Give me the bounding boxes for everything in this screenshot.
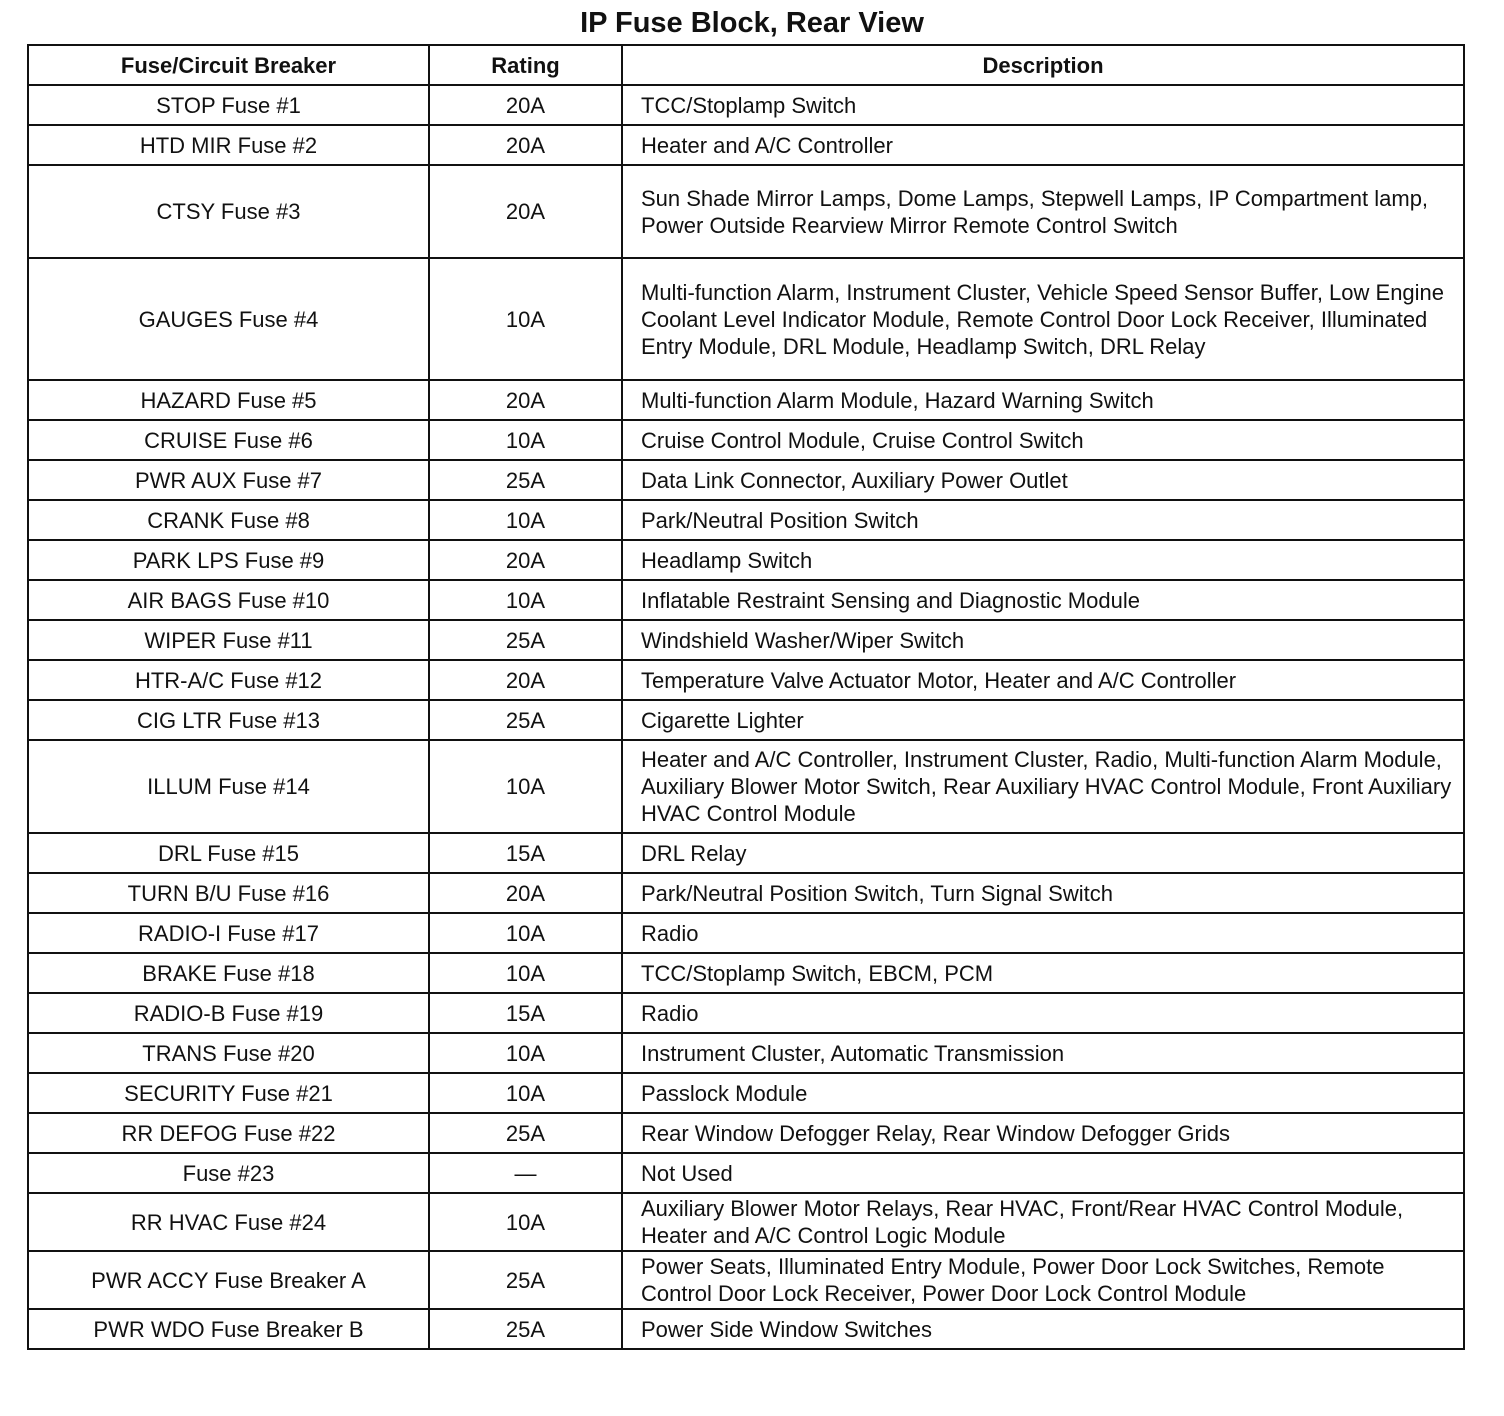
table-row	[28, 740, 1464, 833]
table-row	[28, 580, 1464, 620]
table-row	[28, 540, 1464, 580]
rating-cell: 10A	[429, 740, 622, 833]
fuse-cell: STOP Fuse #1	[28, 85, 429, 125]
fuse-cell: DRL Fuse #15	[28, 833, 429, 873]
rating-cell: —	[429, 1153, 622, 1193]
fuse-cell: RADIO-B Fuse #19	[28, 993, 429, 1033]
table-row	[28, 1113, 1464, 1153]
table-row	[28, 913, 1464, 953]
fuse-cell: AIR BAGS Fuse #10	[28, 580, 429, 620]
table-row	[28, 873, 1464, 913]
table-row	[28, 1193, 1464, 1251]
fuse-cell: CRUISE Fuse #6	[28, 420, 429, 460]
description-cell: Park/Neutral Position Switch	[622, 500, 1464, 540]
description-cell: TCC/Stoplamp Switch	[622, 85, 1464, 125]
description-cell: TCC/Stoplamp Switch, EBCM, PCM	[622, 953, 1464, 993]
rating-cell: 10A	[429, 913, 622, 953]
rating-cell: 25A	[429, 700, 622, 740]
table-row	[28, 1251, 1464, 1309]
table-header-row	[28, 45, 1464, 85]
rating-cell: 10A	[429, 500, 622, 540]
description-cell: Multi-function Alarm, Instrument Cluster, Vehicle Speed Sensor Buffer, Low Engine Coolant Level Indicator Module, Remote Control Door Lock Receiver, Illuminated Entry Module, DRL Module, Headlamp Switch, DRL Relay	[622, 258, 1464, 380]
fuse-cell: PWR ACCY Fuse Breaker A	[28, 1251, 429, 1309]
table-row	[28, 85, 1464, 125]
fuse-cell: HTD MIR Fuse #2	[28, 125, 429, 165]
table-row	[28, 1153, 1464, 1193]
fuse-cell: GAUGES Fuse #4	[28, 258, 429, 380]
fuse-cell: RR HVAC Fuse #24	[28, 1193, 429, 1251]
description-cell: Radio	[622, 913, 1464, 953]
fuse-cell: CRANK Fuse #8	[28, 500, 429, 540]
rating-cell: 20A	[429, 165, 622, 258]
fuse-cell: PARK LPS Fuse #9	[28, 540, 429, 580]
table-row	[28, 1033, 1464, 1073]
fuse-cell: TRANS Fuse #20	[28, 1033, 429, 1073]
description-cell: Rear Window Defogger Relay, Rear Window Defogger Grids	[622, 1113, 1464, 1153]
rating-cell: 10A	[429, 258, 622, 380]
rating-cell: 10A	[429, 580, 622, 620]
rating-cell: 20A	[429, 873, 622, 913]
fuse-cell: RADIO-I Fuse #17	[28, 913, 429, 953]
rating-cell: 25A	[429, 1113, 622, 1153]
fuse-cell: CIG LTR Fuse #13	[28, 700, 429, 740]
description-cell: Temperature Valve Actuator Motor, Heater and A/C Controller	[622, 660, 1464, 700]
description-cell: Heater and A/C Controller, Instrument Cluster, Radio, Multi-function Alarm Module, Auxiliary Blower Motor Switch, Rear Auxiliary HVAC Control Module, Front Auxiliary HVAC Control Module	[622, 740, 1464, 833]
table-row	[28, 380, 1464, 420]
description-cell: Heater and A/C Controller	[622, 125, 1464, 165]
description-cell: Instrument Cluster, Automatic Transmission	[622, 1033, 1464, 1073]
fuse-cell: ILLUM Fuse #14	[28, 740, 429, 833]
rating-cell: 20A	[429, 85, 622, 125]
description-cell: Cigarette Lighter	[622, 700, 1464, 740]
fuse-table	[27, 44, 1465, 1350]
rating-cell: 15A	[429, 833, 622, 873]
rating-cell: 20A	[429, 540, 622, 580]
table-row	[28, 833, 1464, 873]
description-cell: Cruise Control Module, Cruise Control Switch	[622, 420, 1464, 460]
table-row	[28, 165, 1464, 258]
description-cell: Power Side Window Switches	[622, 1309, 1464, 1349]
table-row	[28, 420, 1464, 460]
header-fuse: Fuse/Circuit Breaker	[28, 45, 429, 85]
description-cell: Radio	[622, 993, 1464, 1033]
rating-cell: 10A	[429, 1073, 622, 1113]
rating-cell: 25A	[429, 620, 622, 660]
description-cell: Inflatable Restraint Sensing and Diagnostic Module	[622, 580, 1464, 620]
description-cell: Headlamp Switch	[622, 540, 1464, 580]
fuse-cell: HTR-A/C Fuse #12	[28, 660, 429, 700]
description-cell: Not Used	[622, 1153, 1464, 1193]
description-cell: Power Seats, Illuminated Entry Module, Power Door Lock Switches, Remote Control Door Lock Receiver, Power Door Lock Control Module	[622, 1251, 1464, 1309]
description-cell: Park/Neutral Position Switch, Turn Signal Switch	[622, 873, 1464, 913]
rating-cell: 20A	[429, 125, 622, 165]
description-cell: DRL Relay	[622, 833, 1464, 873]
fuse-cell: HAZARD Fuse #5	[28, 380, 429, 420]
fuse-cell: SECURITY Fuse #21	[28, 1073, 429, 1113]
fuse-cell: PWR WDO Fuse Breaker B	[28, 1309, 429, 1349]
table-row	[28, 1073, 1464, 1113]
description-cell: Passlock Module	[622, 1073, 1464, 1113]
fuse-cell: BRAKE Fuse #18	[28, 953, 429, 993]
fuse-cell: RR DEFOG Fuse #22	[28, 1113, 429, 1153]
description-cell: Sun Shade Mirror Lamps, Dome Lamps, Stepwell Lamps, IP Compartment lamp, Power Outside Rearview Mirror Remote Control Switch	[622, 165, 1464, 258]
table-row	[28, 993, 1464, 1033]
table-row	[28, 500, 1464, 540]
header-rating: Rating	[429, 45, 622, 85]
rating-cell: 25A	[429, 460, 622, 500]
table-body	[28, 85, 1464, 1349]
table-row	[28, 460, 1464, 500]
description-cell: Windshield Washer/Wiper Switch	[622, 620, 1464, 660]
table-row	[28, 258, 1464, 380]
table-row	[28, 660, 1464, 700]
rating-cell: 10A	[429, 1033, 622, 1073]
rating-cell: 25A	[429, 1251, 622, 1309]
rating-cell: 15A	[429, 993, 622, 1033]
rating-cell: 20A	[429, 660, 622, 700]
description-cell: Auxiliary Blower Motor Relays, Rear HVAC, Front/Rear HVAC Control Module, Heater and A/C Control Logic Module	[622, 1193, 1464, 1251]
fuse-cell: TURN B/U Fuse #16	[28, 873, 429, 913]
fuse-cell: PWR AUX Fuse #7	[28, 460, 429, 500]
table-row	[28, 1309, 1464, 1349]
rating-cell: 10A	[429, 1193, 622, 1251]
description-cell: Multi-function Alarm Module, Hazard Warning Switch	[622, 380, 1464, 420]
rating-cell: 25A	[429, 1309, 622, 1349]
description-cell: Data Link Connector, Auxiliary Power Outlet	[622, 460, 1464, 500]
fuse-cell: Fuse #23	[28, 1153, 429, 1193]
table-row	[28, 700, 1464, 740]
page-title: IP Fuse Block, Rear View	[580, 7, 924, 39]
rating-cell: 10A	[429, 953, 622, 993]
table-row	[28, 953, 1464, 993]
rating-cell: 20A	[429, 380, 622, 420]
fuse-cell: WIPER Fuse #11	[28, 620, 429, 660]
table-row	[28, 125, 1464, 165]
table-row	[28, 620, 1464, 660]
fuse-cell: CTSY Fuse #3	[28, 165, 429, 258]
rating-cell: 10A	[429, 420, 622, 460]
header-description: Description	[622, 45, 1464, 85]
